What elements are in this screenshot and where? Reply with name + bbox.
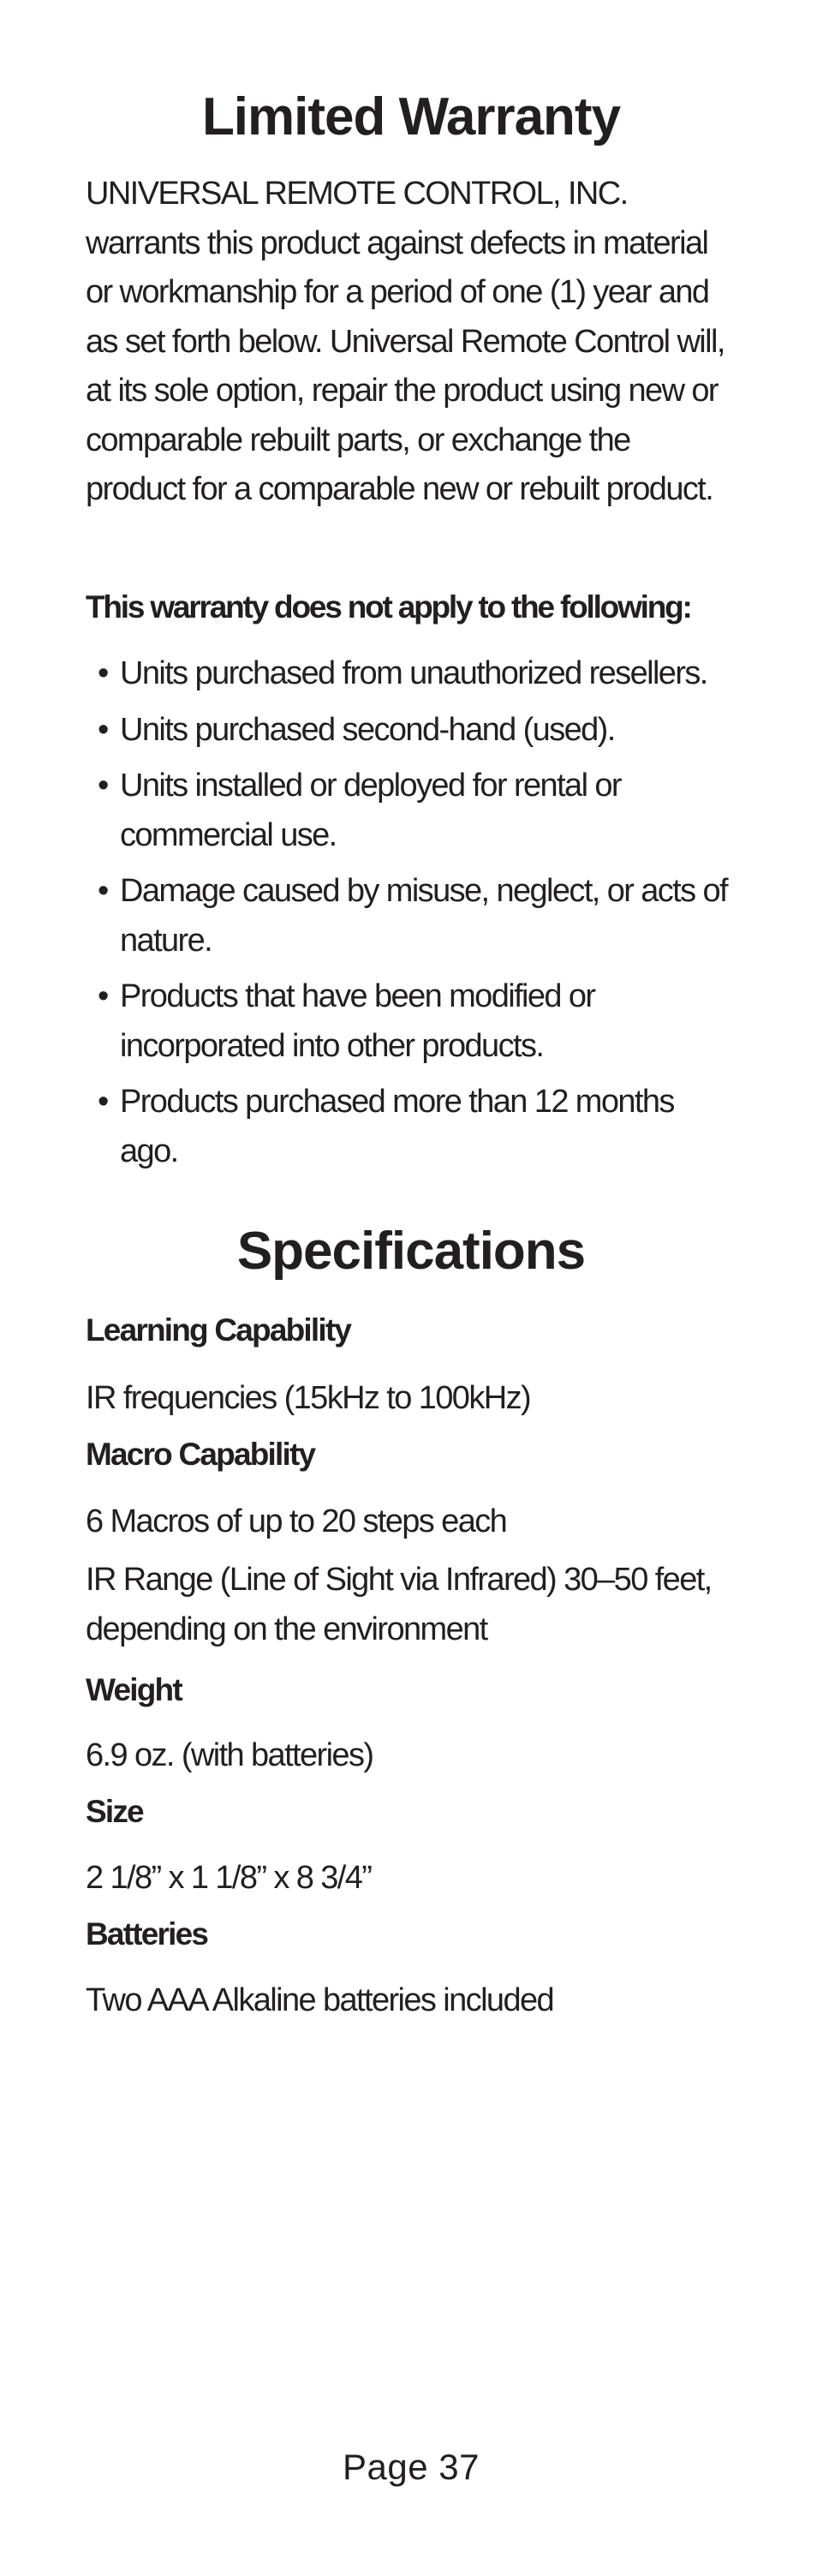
batteries-label: Batteries (86, 1916, 208, 1951)
exclusion-text: Units purchased second-hand (used). (120, 711, 615, 748)
exclusion-text: Damage caused by misuse, neglect, or acts of nature. (120, 873, 727, 959)
list-item (86, 1078, 736, 1176)
page-number: Page 37 (343, 2447, 480, 2487)
exclusion-text: Units installed or deployed for rental or commercial use. (120, 768, 621, 853)
bullet-icon: • (98, 978, 108, 1014)
exclusions-heading: This warranty does not apply to the following: (86, 589, 691, 625)
specifications-title: Specifications (236, 1222, 586, 1281)
list-item (86, 706, 736, 756)
weight-value: 6.9 oz. (with batteries) (86, 1737, 373, 1773)
exclusion-text: Products that have been modified or incorporated into other products. (120, 978, 595, 1064)
bullet-icon: • (98, 768, 108, 804)
bullet-icon: • (98, 1084, 108, 1120)
size-value: 2 1/8” x 1 1/8” x 8 3/4” (86, 1860, 372, 1896)
weight-label: Weight (86, 1672, 182, 1707)
list-item (86, 762, 736, 860)
learning-capability-value: IR frequencies (15kHz to 100kHz) (86, 1380, 531, 1416)
batteries-value: Two AAA Alkaline batteries included (86, 1982, 554, 2018)
exclusion-text: Products purchased more than 12 months ago. (120, 1084, 674, 1169)
exclusions-list (86, 649, 736, 1183)
bullet-icon: • (98, 711, 108, 748)
ir-range-value: IR Range (Line of Sight via Infrared) 30–50 feet, depending on the environment (86, 1562, 712, 1647)
macro-capability-label: Macro Capability (86, 1437, 315, 1472)
learning-capability-label: Learning Capability (86, 1312, 351, 1348)
size-label: Size (86, 1794, 143, 1829)
warranty-title: Limited Warranty (201, 87, 621, 146)
macro-capability-value: 6 Macros of up to 20 steps each (86, 1503, 507, 1539)
warranty-body: UNIVERSAL REMOTE CONTROL, INC. warrants this product against defects in material or workmanship for a period of one (1) year and as set forth below. Universal Remote Control will, at its sole option, repair the product using new or comparable rebuilt parts, or exchange the product for a comparable new or rebuilt product. (86, 176, 725, 507)
bullet-icon: • (98, 655, 108, 691)
bullet-icon: • (98, 873, 108, 909)
list-item (86, 867, 736, 965)
list-item (86, 649, 736, 699)
list-item (86, 972, 736, 1071)
manual-page (86, 0, 736, 2576)
exclusion-text: Units purchased from unauthorized resellers. (120, 655, 707, 691)
